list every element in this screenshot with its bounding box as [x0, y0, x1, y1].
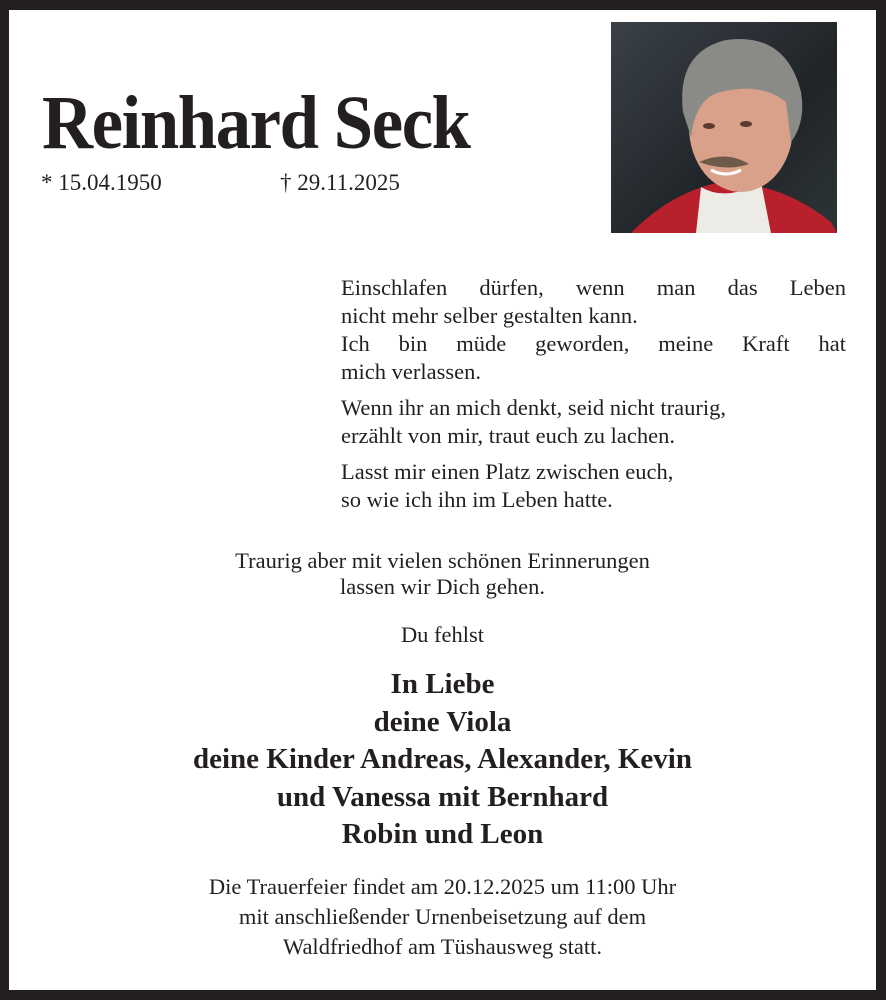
portrait-photo [611, 22, 837, 233]
signature-line: deine Kinder Andreas, Alexander, Kevin [193, 743, 692, 775]
deceased-name: Reinhard Seck [42, 81, 470, 165]
poem-line: nicht mehr selber gestalten kann. [341, 303, 638, 328]
poem-line: erzählt von mir, traut euch zu lachen. [341, 423, 675, 448]
poem-line: so wie ich ihn im Leben hatte. [341, 487, 613, 512]
signature-line: Robin und Leon [341, 818, 544, 850]
poem-line: mich verlassen. [341, 359, 481, 384]
poem-stanza [341, 394, 846, 450]
poem-line: Ich bin müde geworden, meine Kraft hat [341, 331, 846, 356]
signature-line: deine Viola [373, 705, 512, 738]
text-line: Traurig aber mit vielen schönen Erinnerungen [235, 548, 650, 573]
signature-line: und Vanessa mit Bernhard [276, 780, 609, 813]
birth-date: * 15.04.1950 [41, 170, 162, 195]
poem-stanza [341, 274, 846, 386]
poem [341, 274, 846, 522]
poem-line: Einschlafen dürfen, wenn man das Leben [341, 275, 846, 300]
signature-line: In Liebe [390, 668, 495, 700]
poem-stanza [341, 458, 846, 514]
obituary-notice [9, 10, 876, 990]
text-line: Die Trauerfeier findet am 20.12.2025 um 11:00 Uhr [208, 874, 677, 899]
text-line: Waldfriedhof am Tüshausweg statt. [283, 934, 602, 959]
death-date: † 29.11.2025 [280, 170, 400, 195]
poem-line: Wenn ihr an mich denkt, seid nicht traurig, [341, 395, 726, 420]
du-fehlst: Du fehlst [400, 622, 485, 647]
poem-line: Lasst mir einen Platz zwischen euch, [341, 459, 674, 484]
ceremony-info [9, 872, 876, 962]
text-line: mit anschließender Urnenbeisetzung auf dem [238, 904, 647, 929]
farewell-text [9, 548, 876, 600]
signatures [9, 666, 876, 854]
text-line: lassen wir Dich gehen. [340, 574, 545, 599]
